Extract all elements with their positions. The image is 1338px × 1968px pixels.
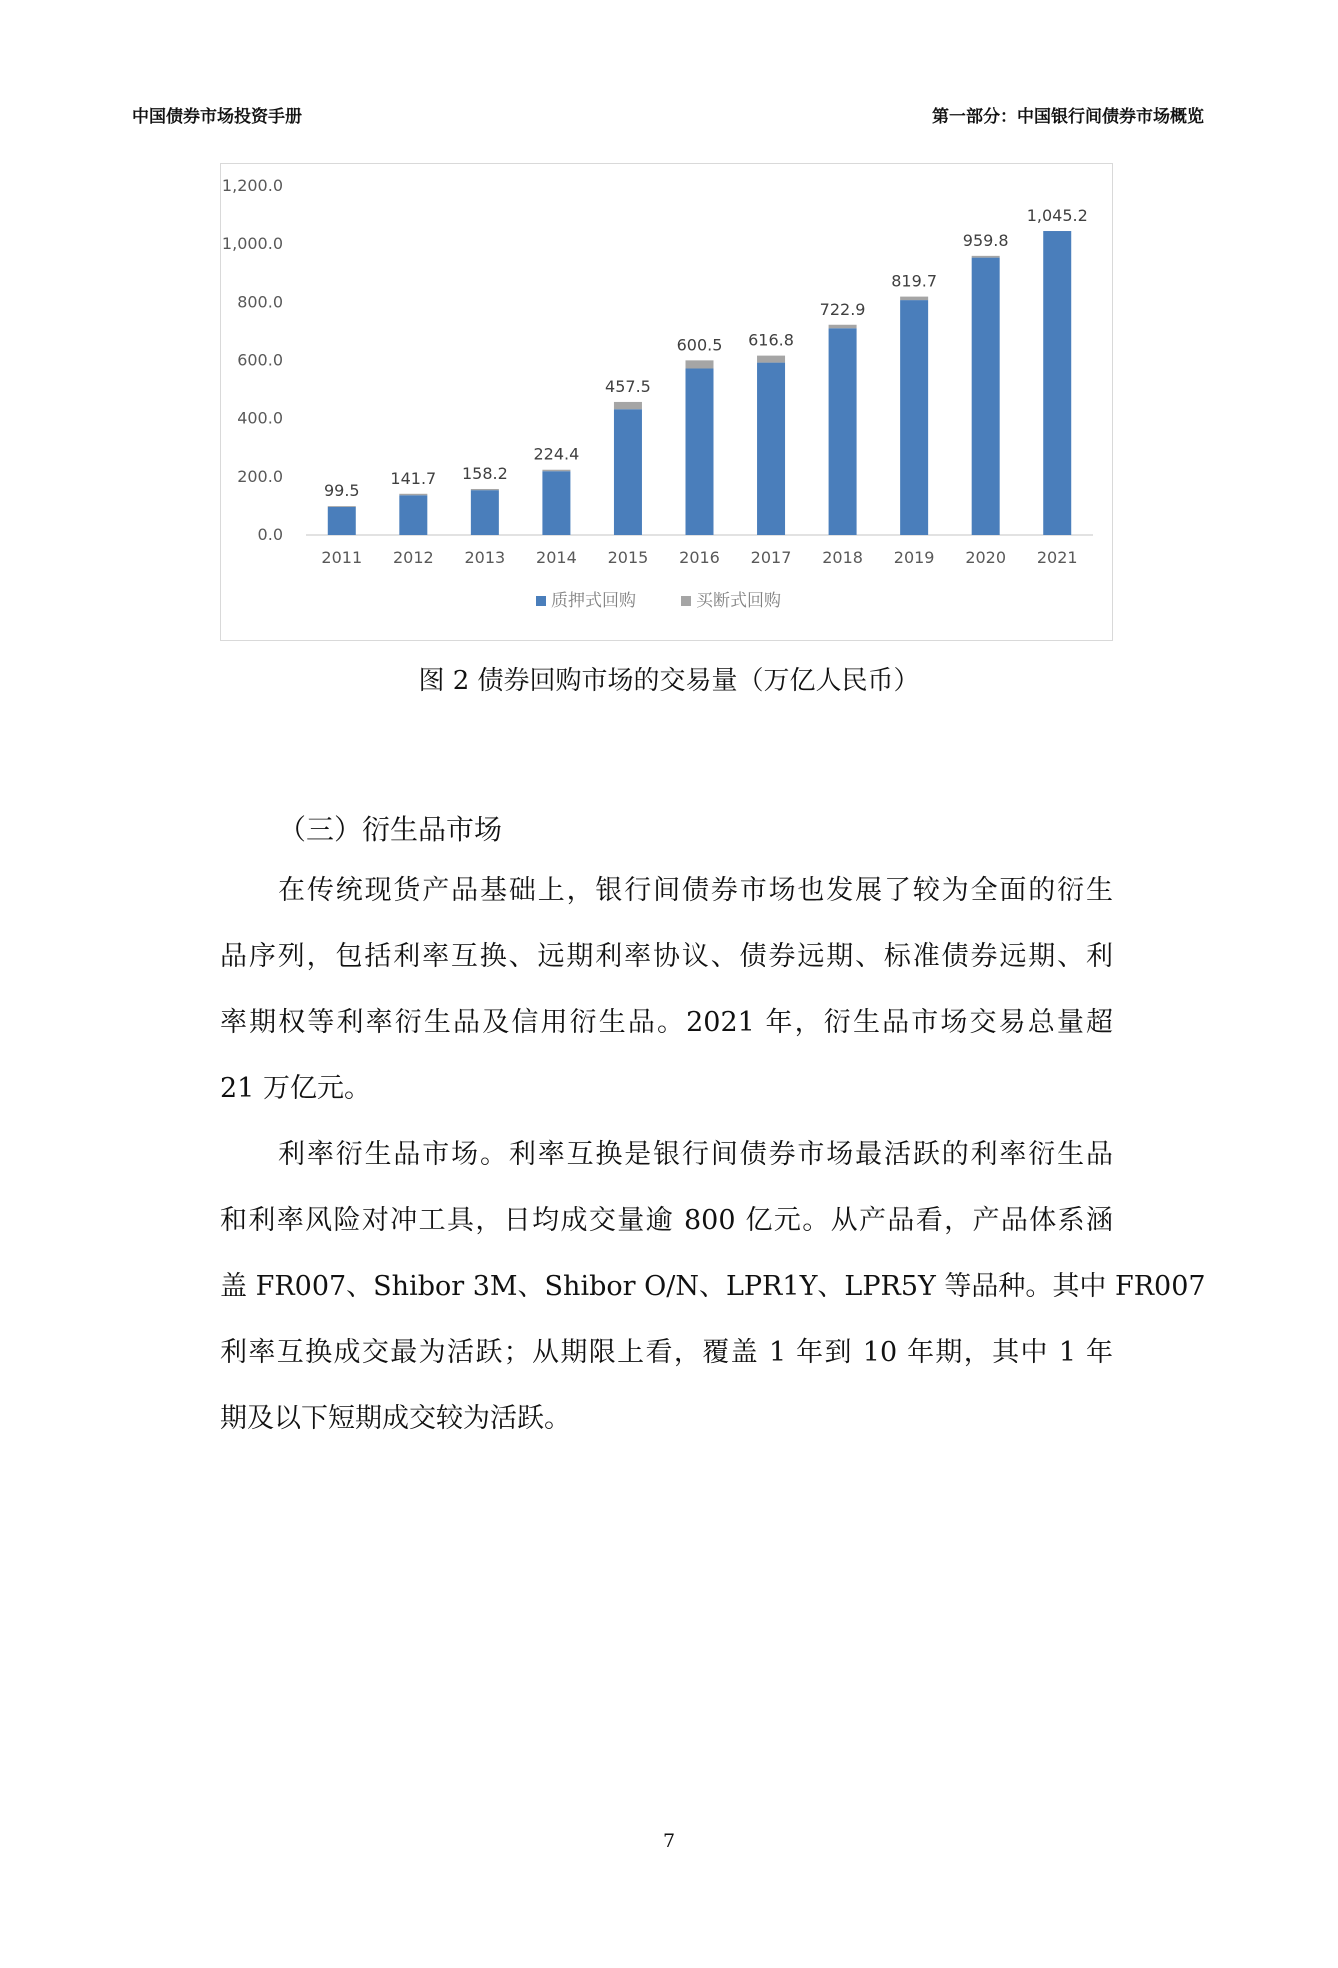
y-tick-label: 1,000.0 [221, 234, 283, 254]
data-label: 99.5 [323, 481, 360, 501]
x-tick-label: 2019 [893, 548, 935, 567]
data-label: 141.7 [390, 468, 437, 488]
paragraph-line: 21 万亿元。 [220, 1073, 371, 1104]
paragraph-line: 率期权等利率衍生品及信用衍生品。2021 年，衍生品市场交易总量超 [220, 1007, 1113, 1038]
legend-swatch [681, 596, 691, 606]
paragraph-line: 在传统现货产品基础上，银行间债券市场也发展了较为全面的衍生 [278, 875, 1113, 906]
legend-swatch [536, 596, 546, 606]
paragraph-line: 利率互换成交最为活跃；从期限上看，覆盖 1 年到 10 年期，其中 1 年 [220, 1337, 1113, 1368]
x-tick-label: 2013 [464, 548, 506, 567]
paragraph-line: 期及以下短期成交较为活跃。 [220, 1403, 571, 1434]
x-tick-label: 2014 [536, 548, 577, 567]
data-label: 1,045.2 [1026, 206, 1088, 226]
legend-label: 买断式回购 [696, 591, 781, 611]
bar-outright-repo [686, 360, 714, 368]
bar-outright-repo [972, 256, 1000, 258]
chart-svg [221, 164, 1114, 642]
bar-pledged-repo [471, 490, 499, 535]
paragraph-interest-rate-derivatives [220, 1122, 1206, 1452]
paragraph-line: 品序列，包括利率互换、远期利率协议、债券远期、标准债券远期、利 [220, 941, 1113, 972]
x-tick-label: 2020 [965, 548, 1007, 567]
y-tick-label: 0.0 [257, 525, 283, 544]
bar-pledged-repo [542, 471, 570, 535]
bar-outright-repo [829, 325, 857, 328]
bar-outright-repo [614, 402, 642, 409]
page-number: 7 [662, 1830, 676, 1852]
bar-pledged-repo [900, 300, 928, 535]
data-label: 959.8 [962, 230, 1009, 250]
data-label: 457.5 [605, 376, 651, 396]
bar-pledged-repo [1043, 231, 1071, 535]
y-tick-label: 200.0 [237, 466, 283, 486]
y-tick-label: 400.0 [237, 408, 283, 428]
bar-pledged-repo [829, 328, 857, 535]
paragraph-derivatives-intro [220, 858, 1113, 1122]
header-left-title: 中国债券市场投资手册 [132, 107, 302, 127]
figure-caption: 图 2 债券回购市场的交易量（万亿人民币） [418, 666, 920, 696]
bar-pledged-repo [614, 409, 642, 535]
x-tick-label: 2018 [822, 548, 863, 567]
bar-pledged-repo [399, 495, 427, 535]
bar-outright-repo [757, 356, 785, 363]
bar-outright-repo [471, 489, 499, 490]
x-tick-label: 2012 [392, 548, 434, 567]
y-tick-label: 1,200.0 [221, 176, 283, 195]
bar-pledged-repo [757, 363, 785, 535]
bar-outright-repo [399, 494, 427, 495]
paragraph-line: 利率衍生品市场。利率互换是银行间债券市场最活跃的利率衍生品 [278, 1139, 1113, 1170]
paragraph-line: 盖 FR007、Shibor 3M、Shibor O/N、LPR1Y、LPR5Y 等品种。其中 FR007 [220, 1271, 1206, 1302]
x-tick-label: 2016 [679, 548, 720, 567]
bar-pledged-repo [972, 258, 1000, 535]
data-label: 224.4 [533, 444, 580, 464]
bar-outright-repo [900, 297, 928, 300]
section-heading: （三）衍生品市场 [278, 813, 503, 846]
data-label: 722.9 [819, 299, 866, 319]
bar-outright-repo [328, 506, 356, 507]
x-tick-label: 2017 [750, 548, 792, 567]
paragraph-line: 和利率风险对冲工具，日均成交量逾 800 亿元。从产品看，产品体系涵 [220, 1205, 1113, 1236]
repo-volume-chart [220, 163, 1113, 641]
data-label: 616.8 [748, 330, 794, 350]
y-tick-label: 800.0 [237, 292, 283, 312]
bar-pledged-repo [686, 368, 714, 535]
page-header [132, 102, 1204, 128]
data-label: 600.5 [676, 335, 723, 355]
x-tick-label: 2011 [321, 548, 363, 567]
legend-label: 质押式回购 [551, 591, 636, 611]
header-right-title: 第一部分：中国银行间债券市场概览 [932, 107, 1204, 127]
bar-pledged-repo [328, 507, 356, 535]
data-label: 819.7 [891, 271, 938, 291]
bar-outright-repo [542, 470, 570, 471]
x-tick-label: 2021 [1036, 548, 1078, 567]
x-tick-label: 2015 [607, 548, 649, 567]
data-label: 158.2 [461, 463, 508, 483]
y-tick-label: 600.0 [237, 350, 283, 370]
